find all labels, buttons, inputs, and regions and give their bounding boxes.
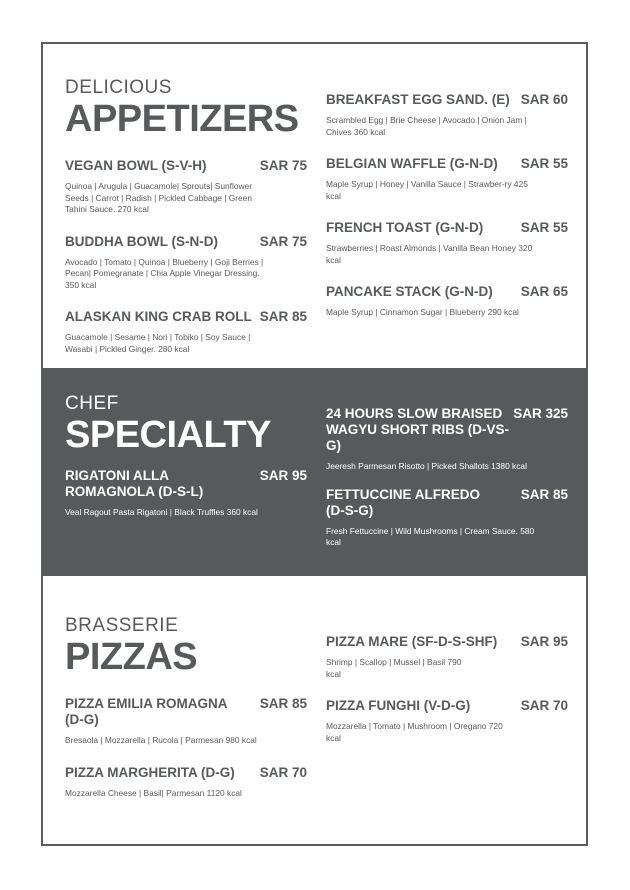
pizzas-right-column — [326, 634, 568, 744]
pizzas-kicker: BRASSERIE — [65, 615, 179, 636]
item-price: SAR 85 — [259, 696, 307, 711]
item-name: PIZZA EMILIA ROMAGNA (D-G) — [65, 696, 227, 727]
menu-item-breakfast-egg-sand — [326, 92, 568, 138]
item-price: SAR 70 — [259, 764, 307, 780]
appetizers-right-column — [326, 92, 568, 319]
specialty-section — [43, 368, 586, 576]
item-name: PIZZA FUNGHI (V-D-G) — [326, 698, 471, 713]
appetizers-kicker: DELICIOUS — [65, 77, 172, 98]
item-description: Bresaola | Mozzarella | Rucola | Parmesan 980 kcal — [65, 735, 257, 745]
specialty-right-column — [326, 406, 568, 549]
menu-frame — [41, 42, 588, 846]
menu-item-vegan-bowl — [65, 158, 307, 216]
specialty-left-column — [65, 394, 307, 519]
item-price: SAR 75 — [259, 233, 307, 249]
item-price: SAR 60 — [520, 92, 568, 107]
item-price: SAR 95 — [520, 634, 568, 649]
item-description: Maple Syrup | Cinnamon Sugar | Blueberry 290 kcal — [326, 307, 519, 317]
item-price: SAR 75 — [259, 158, 307, 173]
item-description: Mozzarella | Tomato | Mushroom | Oregano 720 kcal — [326, 721, 503, 743]
item-price: SAR 70 — [520, 698, 568, 713]
item-description: Quinoa | Arugula | Guacamole| Sprouts| Sunflower Seeds | Carrot | Radish | Pickled Cabbage | Green Tahini Sauce. 270 kcal — [65, 181, 253, 214]
item-price: SAR 55 — [520, 156, 568, 171]
menu-item-pizza-margherita — [65, 765, 307, 800]
item-price: SAR 95 — [259, 468, 307, 483]
appetizers-title: APPETIZERS — [65, 98, 299, 140]
item-name: FRENCH TOAST (G-N-D) — [326, 220, 484, 235]
specialty-title: SPECIALTY — [65, 414, 271, 456]
menu-item-pizza-funghi — [326, 698, 568, 744]
menu-item-pizza-mare — [326, 634, 568, 680]
item-name: PIZZA MARGHERITA (D-G) — [65, 764, 235, 780]
item-description: Scrambled Egg | Brie Cheese | Avocado | Onion Jam | Chives 360 kcal — [326, 115, 527, 137]
item-description: Shrimp | Scallop | Mussel | Basil 790 kcal — [326, 657, 462, 679]
item-description: Avocado | Tomato | Quinoa | Blueberry | Goji Berries | Pecan| Pomegranate | Chia Apple Vinegar Dressing. 350 kcal — [65, 256, 264, 290]
item-description: Veal Ragout Pasta Rigatoni | Black Truffles 360 kcal — [65, 507, 258, 517]
item-name: VEGAN BOWL (S-V-H) — [65, 158, 207, 173]
appetizers-left-column — [65, 78, 307, 355]
pizzas-section — [43, 576, 586, 846]
item-name: PIZZA MARE (SF-D-S-SHF) — [326, 634, 498, 649]
menu-item-belgian-waffle — [326, 156, 568, 202]
item-price: SAR 85 — [259, 309, 307, 324]
item-description: Maple Syrup | Honey | Vanilla Sauce | Strawber-ry 425 kcal — [326, 179, 528, 201]
menu-item-fettuccine-alfredo — [326, 487, 568, 549]
pizzas-left-column — [65, 616, 307, 799]
menu-item-pizza-emilia-romagna — [65, 696, 307, 747]
item-description: Guacamole | Sesame | Nori | Tobiko | Soy Sauce | Wasabi | Pickled Ginger. 280 kcal — [65, 332, 251, 354]
menu-item-wagyu-short-ribs — [326, 406, 568, 473]
item-description: Mozzarella Cheese | Basil| Parmesan 1120 kcal — [65, 787, 242, 798]
item-price: SAR 85 — [520, 486, 568, 502]
specialty-kicker: CHEF — [65, 393, 119, 414]
item-name: ALASKAN KING CRAB ROLL — [65, 309, 252, 324]
item-name: PANCAKE STACK (G-N-D) — [326, 284, 493, 299]
pizzas-title: PIZZAS — [65, 636, 198, 678]
item-price: SAR 325 — [513, 406, 568, 421]
appetizers-section — [43, 44, 586, 368]
item-price: SAR 65 — [520, 284, 568, 299]
menu-item-buddha-bowl — [65, 234, 307, 292]
item-name: BREAKFAST EGG SAND. (E) — [326, 92, 510, 107]
item-price: SAR 55 — [520, 220, 568, 235]
item-name: BELGIAN WAFFLE (G-N-D) — [326, 156, 498, 171]
item-name: FETTUCCINE ALFREDO (D-S-G) — [326, 486, 480, 518]
item-description: Jeeresh Parmesan Risotto | Picked Shallots 1380 kcal — [326, 461, 527, 471]
item-name: BUDDHA BOWL (S-N-D) — [65, 233, 218, 249]
menu-item-alaskan-king-crab-roll — [65, 309, 307, 355]
menu-item-pancake-stack — [326, 284, 568, 319]
item-name: RIGATONI ALLA ROMAGNOLA (D-S-L) — [65, 468, 204, 499]
item-description: Fresh Fettuccine | Wild Mushrooms | Cream Sauce. 580 kcal — [326, 525, 535, 547]
menu-item-french-toast — [326, 220, 568, 266]
item-name: 24 HOURS SLOW BRAISED WAGYU SHORT RIBS (D-VS-G) — [326, 406, 510, 453]
menu-item-rigatoni — [65, 468, 307, 519]
item-description: Strawberries | Roast Almonds | Vanilla Bean Honey 320 kcal — [326, 243, 533, 265]
